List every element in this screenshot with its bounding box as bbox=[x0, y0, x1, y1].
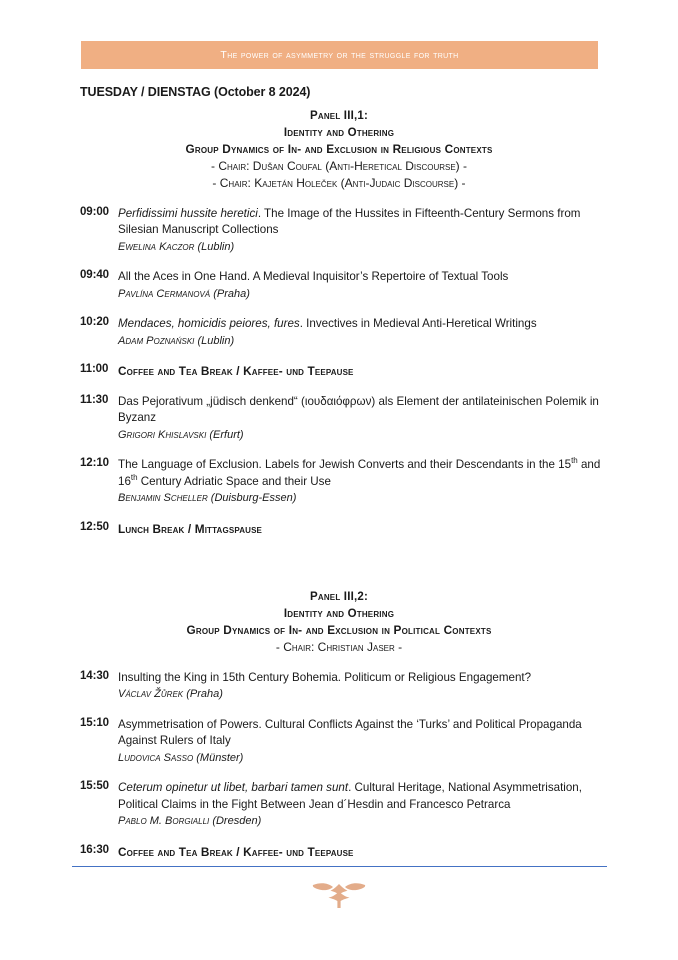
session-title: Lunch Break / Mittagspause bbox=[118, 521, 263, 536]
speaker-affiliation: (Praha) bbox=[210, 287, 250, 300]
title-banner bbox=[81, 41, 598, 69]
session-speaker bbox=[118, 813, 606, 830]
session-row bbox=[0, 780, 678, 830]
panel-theme: Identity and Othering bbox=[283, 126, 395, 139]
speaker-name: Václav Žůrek bbox=[118, 688, 184, 700]
footer-divider bbox=[72, 866, 607, 867]
session-speaker bbox=[118, 333, 606, 350]
speaker-affiliation: (Münster) bbox=[193, 751, 244, 764]
session-row bbox=[0, 206, 678, 256]
session-title: Mendaces, homicidis peiores, fures. Invectives in Medieval Anti-Heretical Writings bbox=[118, 317, 537, 330]
session-title-italic: Perfidissimi hussite heretici bbox=[118, 206, 258, 220]
session-row bbox=[0, 394, 678, 444]
session-speaker bbox=[118, 239, 606, 256]
speaker-name: Benjamin Scheller bbox=[118, 492, 208, 504]
session-time: 16:30 bbox=[80, 843, 109, 856]
session-time: 15:10 bbox=[80, 716, 109, 729]
panel-spacer bbox=[0, 537, 678, 563]
break-row bbox=[0, 363, 678, 380]
session-title: The Language of Exclusion. Labels for Jewish Converts and their Descendants in the 15th and 16th Century Adriatic Space and their Use bbox=[118, 456, 601, 488]
session-speaker bbox=[118, 427, 606, 444]
break-row bbox=[0, 844, 678, 861]
speaker-affiliation: (Lublin) bbox=[194, 240, 235, 253]
panel-chair-2: - Chair: Kajetán Holeček (Anti-Judaic Discourse) - bbox=[212, 175, 466, 190]
session-title: Perfidissimi hussite heretici. The Image of the Hussites in Fifteenth-Century Sermons from Silesian Manuscript Collections bbox=[118, 206, 581, 236]
session-time: 10:20 bbox=[80, 316, 109, 328]
program-content bbox=[0, 108, 678, 860]
session-title: Ceterum opinetur ut libet, barbari tamen sunt. Cultural Heritage, National Asymmetrisation, Political Claims in the Fight Between Jean d´Hesdin and Francesco Petrarca bbox=[118, 781, 582, 811]
panel-chair-1: - Chair: Dušan Coufal (Anti-Heretical Discourse) - bbox=[210, 158, 467, 173]
speaker-affiliation: (Dresden) bbox=[209, 815, 262, 827]
panel-header-panel-iii-2 bbox=[79, 589, 599, 656]
session-time: 09:00 bbox=[80, 205, 109, 218]
panel-spacer bbox=[0, 563, 678, 589]
panel-theme: Identity and Othering bbox=[283, 607, 395, 620]
panel-subtitle: Group Dynamics of In- and Exclusion in Religious Contexts bbox=[185, 142, 493, 156]
speaker-name: Grigori Khislavski bbox=[118, 428, 207, 441]
speaker-name: Ewelina Kaczor bbox=[118, 240, 195, 253]
session-speaker bbox=[118, 490, 606, 507]
session-time: 11:30 bbox=[80, 393, 109, 406]
session-row bbox=[0, 717, 678, 767]
session-row bbox=[0, 670, 678, 703]
session-row bbox=[0, 457, 678, 507]
session-row bbox=[0, 316, 678, 349]
speaker-affiliation: (Lublin) bbox=[194, 334, 235, 347]
session-speaker bbox=[118, 750, 606, 767]
session-speaker bbox=[118, 286, 606, 303]
panel-chair-1: - Chair: Christian Jaser - bbox=[275, 639, 403, 654]
panel-number: Panel III,1: bbox=[309, 110, 369, 122]
panel-number: Panel III,2: bbox=[309, 591, 369, 603]
session-title: Coffee and Tea Break / Kaffee- und Teepause bbox=[118, 844, 354, 859]
session-title-italic: Mendaces, homicidis peiores, fures bbox=[118, 317, 300, 330]
session-speaker bbox=[118, 686, 606, 703]
banner-title: The power of asymmetry or the struggle for truth bbox=[220, 49, 459, 61]
speaker-affiliation: (Erfurt) bbox=[206, 428, 244, 441]
session-time: 15:50 bbox=[80, 780, 109, 792]
session-time: 12:10 bbox=[80, 457, 109, 469]
speaker-affiliation: (Praha) bbox=[183, 688, 223, 700]
session-row bbox=[0, 269, 678, 302]
panel-header-panel-iii-1 bbox=[79, 108, 599, 192]
speaker-name: Ludovica Sasso bbox=[118, 751, 194, 764]
bird-ornament bbox=[311, 878, 367, 910]
speaker-name: Pablo M. Borgialli bbox=[118, 815, 210, 827]
session-title-italic: Ceterum opinetur ut libet, barbari tamen sunt bbox=[118, 781, 349, 794]
speaker-name: Pavlína Cermanová bbox=[118, 287, 211, 300]
session-time: 09:40 bbox=[80, 269, 109, 281]
session-title: Das Pejorativum „jüdisch denkend“ (ιουδαιόφρων) als Element der antilateinischen Polemik in Byzanz bbox=[118, 394, 599, 424]
session-time: 11:00 bbox=[80, 363, 109, 375]
speaker-affiliation: (Duisburg-Essen) bbox=[207, 492, 297, 504]
day-heading: TUESDAY / DIENSTAG (October 8 2024) bbox=[80, 85, 311, 99]
session-time: 12:50 bbox=[80, 520, 109, 533]
session-title: Asymmetrisation of Powers. Cultural Conflicts Against the ‘Turks’ and Political Propaganda Against Rulers of Italy bbox=[118, 717, 582, 747]
break-row bbox=[0, 521, 678, 538]
panel-subtitle: Group Dynamics of In- and Exclusion in Political Contexts bbox=[186, 623, 492, 637]
session-title: Insulting the King in 15th Century Bohemia. Politicum or Religious Engagement? bbox=[118, 670, 532, 684]
session-title: Coffee and Tea Break / Kaffee- und Teepause bbox=[118, 364, 354, 378]
session-time: 14:30 bbox=[80, 669, 109, 682]
session-title: All the Aces in One Hand. A Medieval Inquisitor’s Repertoire of Textual Tools bbox=[118, 270, 509, 283]
speaker-name: Adam Poznański bbox=[118, 334, 195, 347]
